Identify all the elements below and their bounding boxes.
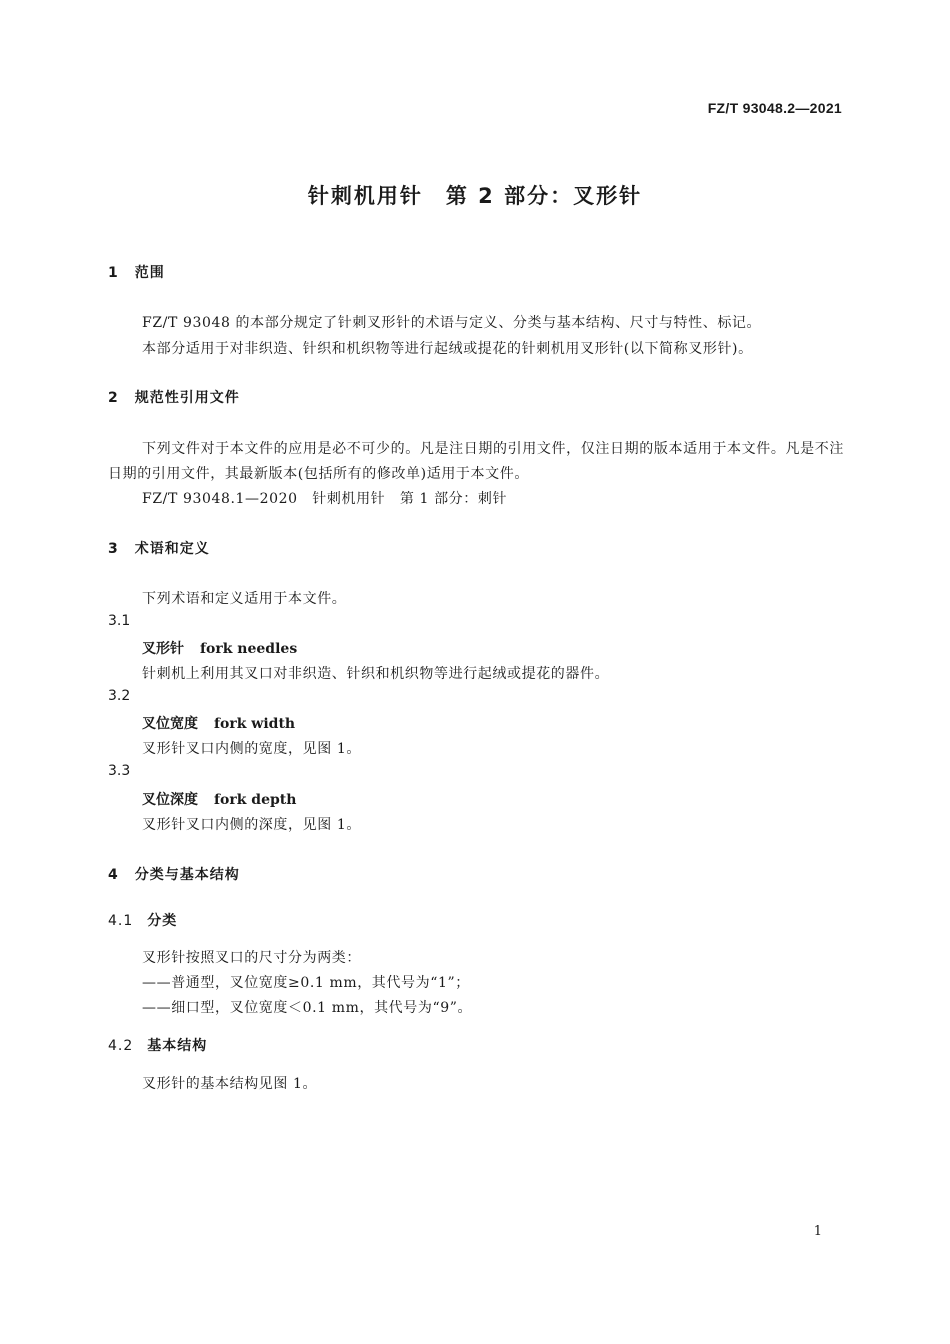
normative-reference: FZ/T 93048.1—2020 针刺机用针 第 1 部分：刺针: [142, 491, 508, 507]
subsection-title: 基本结构: [147, 1038, 208, 1054]
paragraph: 下列术语和定义适用于本文件。: [142, 591, 347, 607]
section-title: 规范性引用文件: [134, 390, 240, 406]
term-entry: [142, 789, 296, 809]
term-english: fork width: [214, 716, 296, 732]
subsection-4-2-heading: [108, 1035, 207, 1055]
section-number: 3: [108, 541, 119, 557]
term-entry: [142, 638, 297, 658]
subsection-title: 分类: [147, 913, 178, 929]
term-definition: 叉形针叉口内侧的深度，见图 1。: [142, 817, 361, 833]
term-chinese: 叉位深度: [142, 792, 198, 808]
subsection-number: 4.2: [108, 1038, 134, 1054]
subsection-4-1-heading: [108, 910, 177, 930]
paragraph: 下列文件对于本文件的应用是必不可少的。凡是注日期的引用文件，仅注日期的版本适用于本文件。凡是不注日期的引用文件，其最新版本(包括所有的修改单)适用于本文件。: [108, 441, 844, 482]
paragraph: FZ/T 93048 的本部分规定了针刺叉形针的术语与定义、分类与基本结构、尺寸与特性、标记。: [142, 315, 762, 331]
clause-number: 3.3: [108, 763, 131, 779]
term-entry: [142, 713, 295, 733]
section-title: 分类与基本结构: [134, 867, 240, 883]
section-number: 1: [108, 265, 119, 281]
subsection-number: 4.1: [108, 913, 134, 929]
term-english: fork depth: [214, 792, 297, 808]
term-definition: 针刺机上利用其叉口对非织造、针织和机织物等进行起绒或提花的器件。: [142, 666, 610, 682]
section-title: 术语和定义: [134, 541, 210, 557]
standard-code: FZ/T 93048.2—2021: [707, 100, 842, 116]
document-title: 针刺机用针 第 2 部分：叉形针: [307, 184, 643, 208]
paragraph: 叉形针的基本结构见图 1。: [142, 1076, 318, 1092]
list-item: ——普通型，叉位宽度≥0.1 mm，其代号为“1”；: [142, 975, 470, 991]
clause-number: 3.2: [108, 688, 131, 704]
clause-number: 3.1: [108, 613, 131, 629]
paragraph: 叉形针按照叉口的尺寸分为两类：: [142, 950, 361, 966]
list-item: ——细口型，叉位宽度＜0.1 mm，其代号为“9”。: [142, 1000, 473, 1016]
section-1-heading: [108, 262, 165, 282]
page-number: 1: [813, 1224, 822, 1239]
term-definition: 叉形针叉口内侧的宽度，见图 1。: [142, 741, 361, 757]
term-chinese: 叉形针: [142, 641, 184, 657]
term-english: fork needles: [200, 641, 298, 657]
section-4-heading: [108, 864, 240, 884]
paragraph: 本部分适用于对非织造、针织和机织物等进行起绒或提花的针刺机用叉形针(以下简称叉形针)。: [142, 341, 753, 357]
section-number: 4: [108, 867, 119, 883]
section-number: 2: [108, 390, 119, 406]
term-chinese: 叉位宽度: [142, 716, 198, 732]
section-3-heading: [108, 538, 210, 558]
section-2-heading: [108, 387, 240, 407]
section-title: 范围: [134, 265, 165, 281]
